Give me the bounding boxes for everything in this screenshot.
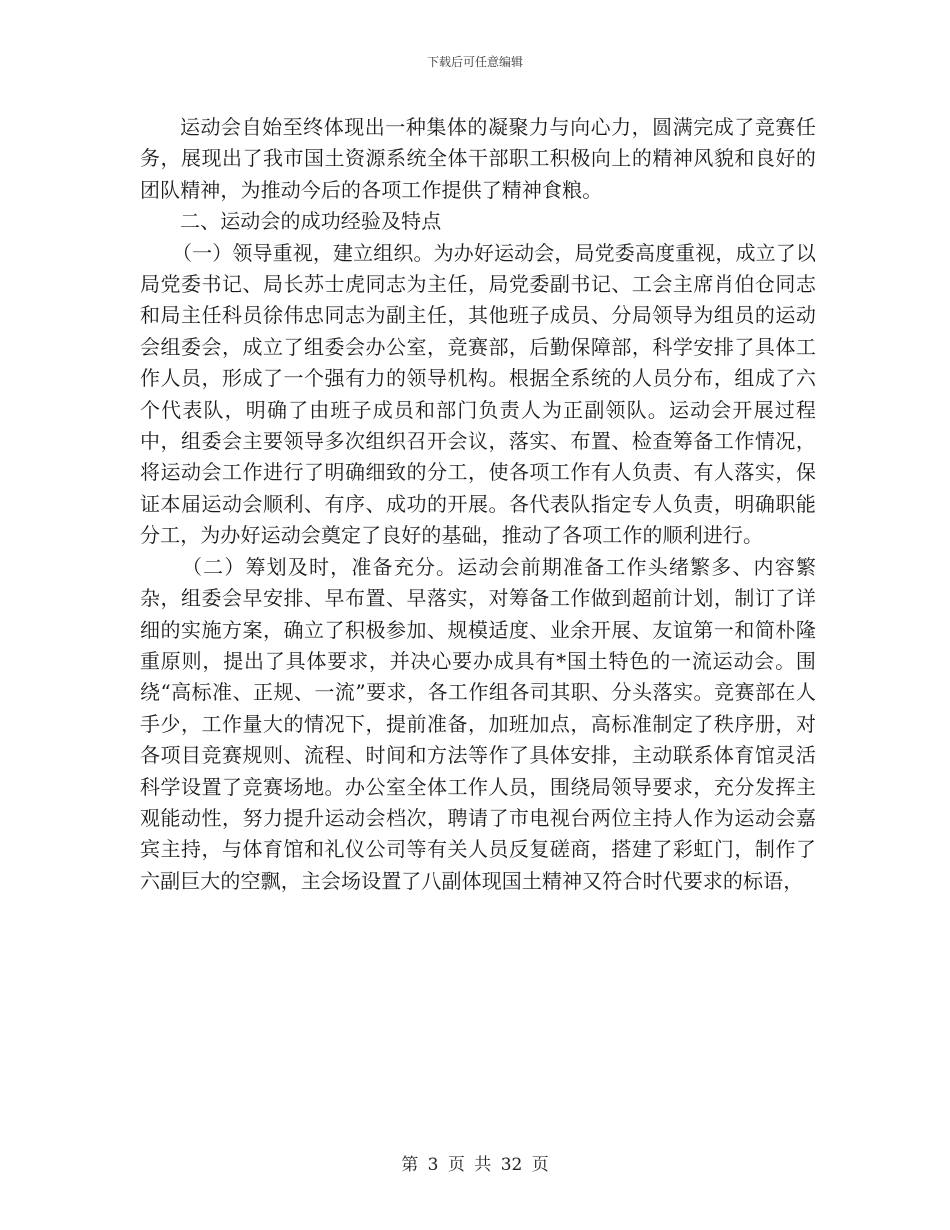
paragraph-1: 运动会自始至终体现出一种集体的凝聚力与向心力，圆满完成了竞赛任务，展现出了我市国土资源系统全体干部职工积极向上的精神风貌和良好的团队精神，为推动今后的各项工作提供了精神食粮。: [140, 115, 816, 202]
header-note: 下载后可任意编辑: [426, 55, 523, 69]
paragraph-2: （一）领导重视，建立组织。为办好运动会，局党委高度重视，成立了以局党委书记、局长苏士虎同志为主任，局党委副书记、工会主席肖伯仓同志和局主任科员徐伟忠同志为副主任，其他班子成员、分局领导为组员的运动会组委会，成立了组委会办公室，竞赛部，后勤保障部，科学安排了具体工作人员，形成了一个强有力的领导机构。根据全系统的人员分布，组成了六个代表队，明确了由班子成员和部门负责人为正副领队。运动会开展过程中，组委会主要领导多次组织召开会议，落实、布置、检查筹备工作情况，将运动会工作进行了明确细致的分工，使各项工作有人负责、有人落实，保证本届运动会顺利、有序、成功的开展。各代表队指定专人负责，明确职能分工，为办好运动会奠定了良好的基础，推动了各项工作的顺利进行。: [140, 240, 816, 548]
paragraph-3: （二）筹划及时，准备充分。运动会前期准备工作头绪繁多、内容繁杂，组委会早安排、早布置、早落实，对筹备工作做到超前计划，制订了详细的实施方案，确立了积极参加、规模适度、业余开展、友谊第一和简朴隆重原则，提出了具体要求，并决心要办成具有*国土特色的一流运动会。围绕“高标准、正规、一流”要求，各工作组各司其职、分头落实。竞赛部在人手少，工作量大的情况下，提前准备，加班加点，高标准制定了秩序册，对各项目竞赛规则、流程、时间和方法等作了具体安排，主动联系体育馆灵活科学设置了竞赛场地。办公室全体工作人员，围绕局领导要求，充分发挥主观能动性，努力提升运动会档次，聘请了市电视台两位主持人作为运动会嘉宾主持，与体育馆和礼仪公司等有关人员反复磋商，搭建了彩虹门，制作了六副巨大的空飘，主会场设置了八副体现国土精神又符合时代要求的标语，: [140, 554, 816, 893]
page-footer: 第 3 页 共 32 页: [401, 1155, 549, 1175]
document-body: [140, 112, 816, 897]
section-heading: 二、运动会的成功经验及特点: [180, 209, 442, 234]
